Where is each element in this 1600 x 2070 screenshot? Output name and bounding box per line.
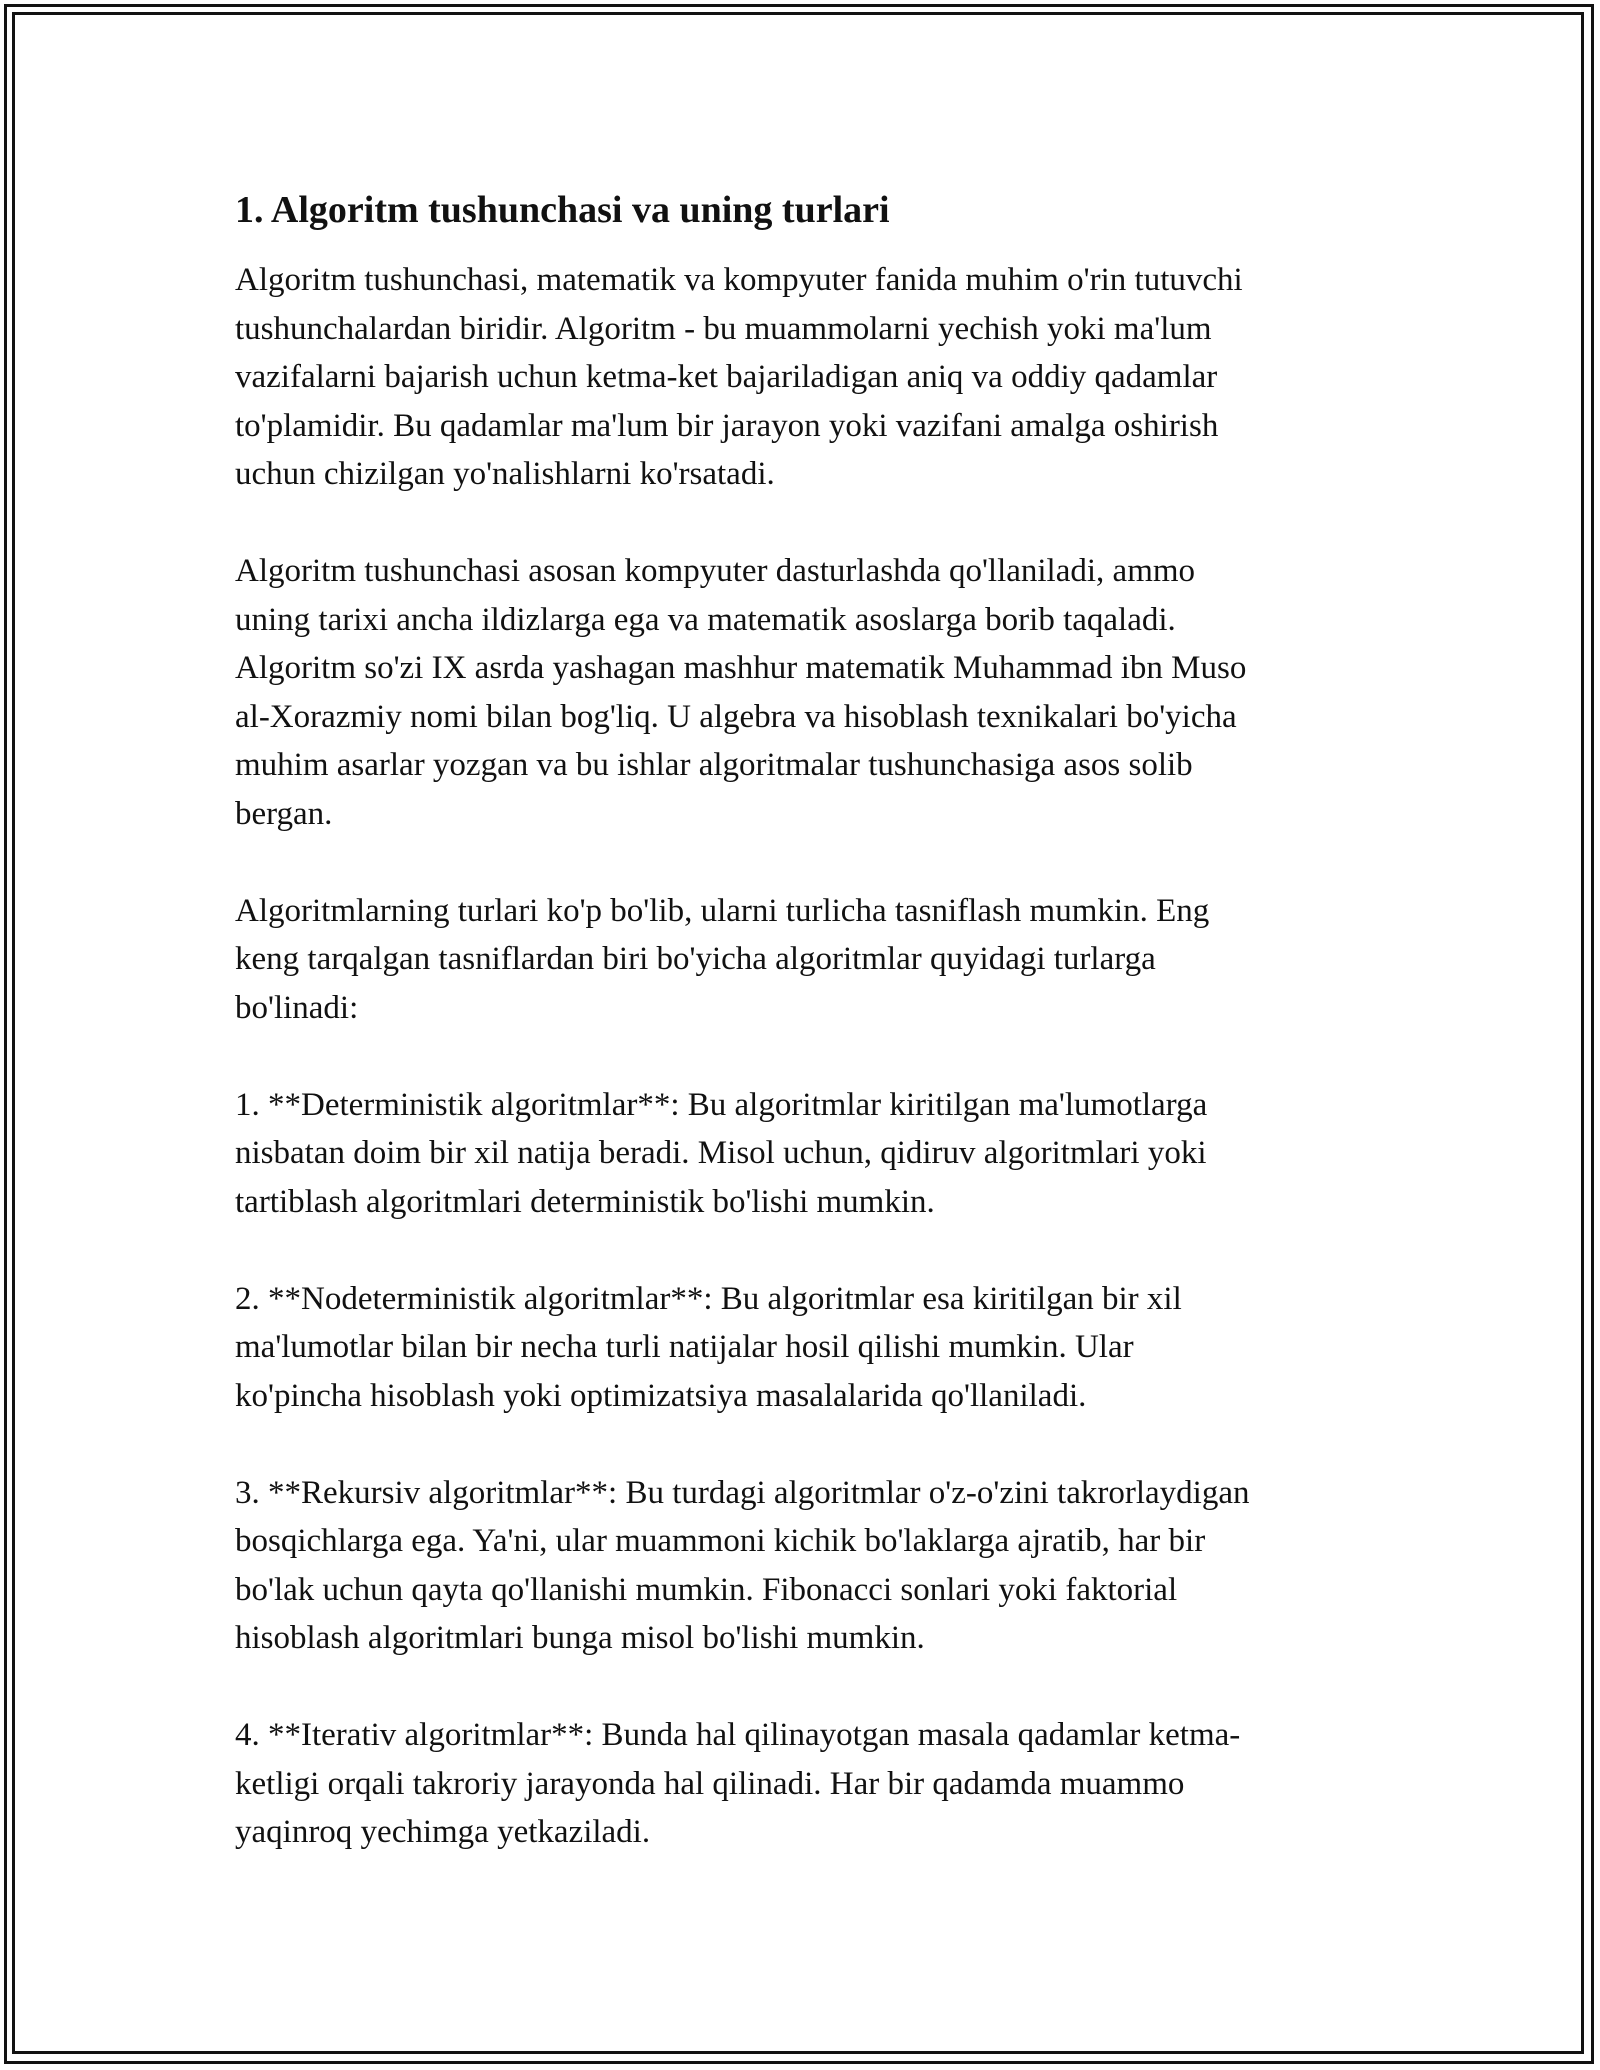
text-line: uning tarixi ancha ildizlarga ega va matematik asoslarga borib taqaladi. bbox=[235, 601, 1176, 638]
text-line: Algoritm tushunchasi asosan kompyuter dasturlashda qo'llaniladi, ammo bbox=[235, 553, 1196, 589]
text-line: uchun chizilgan yo'nalishlarni ko'rsatadi. bbox=[235, 456, 775, 492]
text-line: ko'pincha hisoblash yoki optimizatsiya masalalarida qo'llaniladi. bbox=[235, 1377, 1087, 1414]
text-line: tushunchalardan biridir. Algoritm - bu muammolarni yechish yoki ma'lum bbox=[235, 310, 1212, 347]
text-line: muhim asarlar yozgan va bu ishlar algoritmalar tushunchasiga asos solib bbox=[235, 747, 1193, 783]
text-line: keng tarqalgan tasniflardan biri bo'yicha algoritmlar quyidagi turlarga bbox=[235, 941, 1156, 977]
text-line: hisoblash algoritmlari bunga misol bo'lishi mumkin. bbox=[235, 1620, 925, 1656]
document-body bbox=[235, 186, 1385, 1857]
paragraph-definition bbox=[235, 256, 1385, 499]
list-item-recursive bbox=[235, 1469, 1385, 1663]
text-line: bergan. bbox=[235, 795, 333, 832]
text-line: bo'lak uchun qayta qo'llanishi mumkin. Fibonacci sonlari yoki faktorial bbox=[235, 1571, 1178, 1608]
text-line: vazifalarni bajarish uchun ketma-ket bajariladigan aniq va oddiy qadamlar bbox=[235, 359, 1218, 395]
text-line: bosqichlarga ega. Ya'ni, ular muammoni kichik bo'laklarga ajratib, har bir bbox=[235, 1523, 1206, 1559]
list-item-nondeterministic bbox=[235, 1275, 1385, 1421]
text-line: Algoritm tushunchasi, matematik va kompyuter fanida muhim o'rin tutuvchi bbox=[235, 262, 1243, 298]
paragraph-types-intro bbox=[235, 887, 1385, 1033]
text-line: bo'linadi: bbox=[235, 989, 359, 1026]
text-line: tartiblash algoritmlari deterministik bo'lishi mumkin. bbox=[235, 1183, 935, 1220]
text-line: al-Xorazmiy nomi bilan bog'liq. U algebra va hisoblash texnikalari bo'yicha bbox=[235, 698, 1237, 735]
list-item-deterministic bbox=[235, 1081, 1385, 1227]
list-item-iterative bbox=[235, 1711, 1385, 1857]
text-line: nisbatan doim bir xil natija beradi. Misol uchun, qidiruv algoritmlari yoki bbox=[235, 1135, 1207, 1171]
text-line: yaqinroq yechimga yetkaziladi. bbox=[235, 1814, 651, 1850]
text-line: Algoritm so'zi IX asrda yashagan mashhur matematik Muhammad ibn Muso bbox=[235, 650, 1247, 686]
text-line: Algoritmlarning turlari ko'p bo'lib, ularni turlicha tasniflash mumkin. Eng bbox=[235, 892, 1210, 929]
text-line: 2. **Nodeterministik algoritmlar**: Bu algoritmlar esa kiritilgan bir xil bbox=[235, 1280, 1182, 1317]
text-line: 3. **Rekursiv algoritmlar**: Bu turdagi algoritmlar o'z-o'zini takrorlaydigan bbox=[235, 1474, 1250, 1511]
document-title: 1. Algoritm tushunchasi va uning turlari bbox=[235, 189, 890, 231]
text-line: 1. **Deterministik algoritmlar**: Bu algoritmlar kiritilgan ma'lumotlarga bbox=[235, 1086, 1208, 1123]
paragraph-history bbox=[235, 547, 1385, 838]
text-line: 4. **Iterativ algoritmlar**: Bunda hal qilinayotgan masala qadamlar ketma- bbox=[235, 1717, 1241, 1753]
text-line: ma'lumotlar bilan bir necha turli natijalar hosil qilishi mumkin. Ular bbox=[235, 1329, 1134, 1365]
text-line: ketligi orqali takroriy jarayonda hal qilinadi. Har bir qadamda muammo bbox=[235, 1765, 1185, 1802]
text-line: to'plamidir. Bu qadamlar ma'lum bir jarayon yoki vazifani amalga oshirish bbox=[235, 407, 1219, 444]
